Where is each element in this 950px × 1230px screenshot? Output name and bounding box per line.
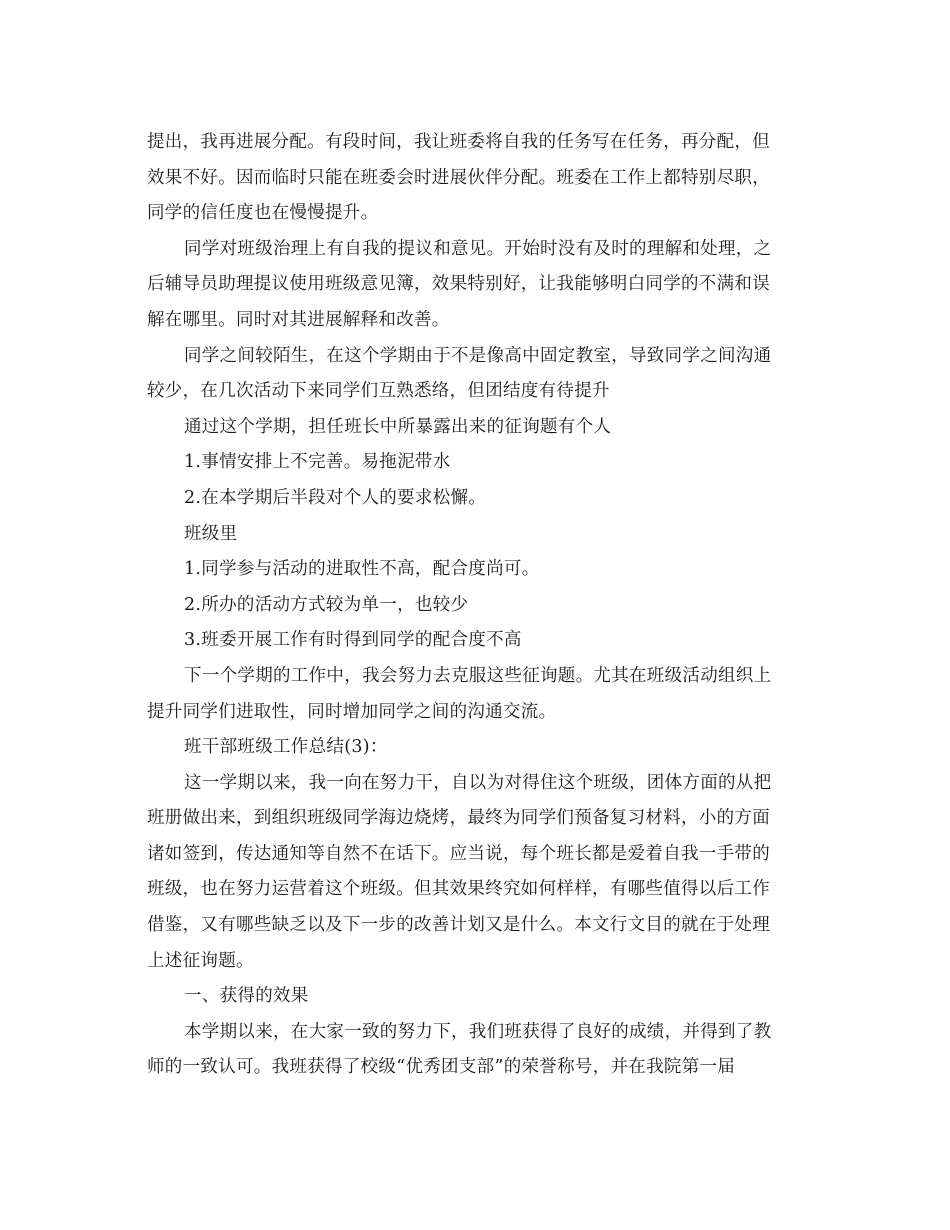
text-line: 通过这个学期，担任班长中所暴露出来的征询题有个人 [184,416,612,437]
section-heading: 一、获得的效果 [184,986,309,1007]
text-line: 提出，我再进展分配。有段时间，我让班委将自我的任务写在任务，再分配，但 [147,132,770,152]
text-line: 本学期以来，在大家一致的努力下，我们班获得了良好的成绩，并得到了教 [184,1021,772,1042]
text-line: 师的一致认可。我班获得了校级“优秀团支部”的荣誉称号，并在我院第一届 [147,1057,736,1078]
text-line: 班册做出来，到组织班级同学海边烧烤，最终为同学们预备复习材料，小的方面 [147,808,770,829]
text-line: 上述征询题。 [147,950,254,971]
text-line: 诸如签到，传达通知等自然不在话下。应当说，每个班长都是爱着自我一手带的 [147,843,770,864]
text-line: 提升同学们进取性，同时增加同学之间的沟通交流。 [147,701,557,722]
list-item: 2.在本学期后半段对个人的要求松懈。 [184,487,487,508]
text-line: 同学的信任度也在慢慢提升。 [147,203,379,224]
text-line: 效果不好。因而临时只能在班委会时进展伙伴分配。班委在工作上都特别尽职， [147,167,770,188]
list-item: 1.事情安排上不完善。易拖泥带水 [184,452,451,473]
text-line: 班级，也在努力运营着这个班级。但其效果终究如何样样，有哪些值得以后工作 [147,879,770,900]
list-item: 2.所办的活动方式较为单一，也较少 [184,594,469,615]
text-line: 同学对班级治理上有自我的提议和意见。开始时没有及时的理解和处理，之 [184,238,772,259]
section-heading: 班干部班级工作总结(3)： [184,737,388,758]
text-line: 班级里 [184,523,238,544]
text-line: 同学之间较陌生，在这个学期由于不是像高中固定教室，导致同学之间沟通 [184,345,772,366]
text-line: 解在哪里。同时对其进展解释和改善。 [147,309,450,330]
text-line: 下一个学期的工作中，我会努力去克服这些征询题。尤其在班级活动组织上 [184,665,772,686]
list-item: 1.同学参与活动的进取性不高，配合度尚可。 [184,559,540,580]
list-item: 3.班委开展工作有时得到同学的配合度不高 [184,630,522,651]
text-line: 较少，在几次活动下来同学们互熟悉络，但团结度有待提升 [147,381,610,402]
text-line: 借鉴，又有哪些缺乏以及下一步的改善计划又是什么。本文行文目的就在于处理 [147,915,770,936]
text-line: 后辅导员助理提议使用班级意见簿，效果特别好，让我能够明白同学的不满和误 [147,274,770,295]
document-body [147,125,805,1086]
text-line: 这一学期以来，我一向在努力干，自以为对得住这个班级，团体方面的从把 [184,772,772,793]
